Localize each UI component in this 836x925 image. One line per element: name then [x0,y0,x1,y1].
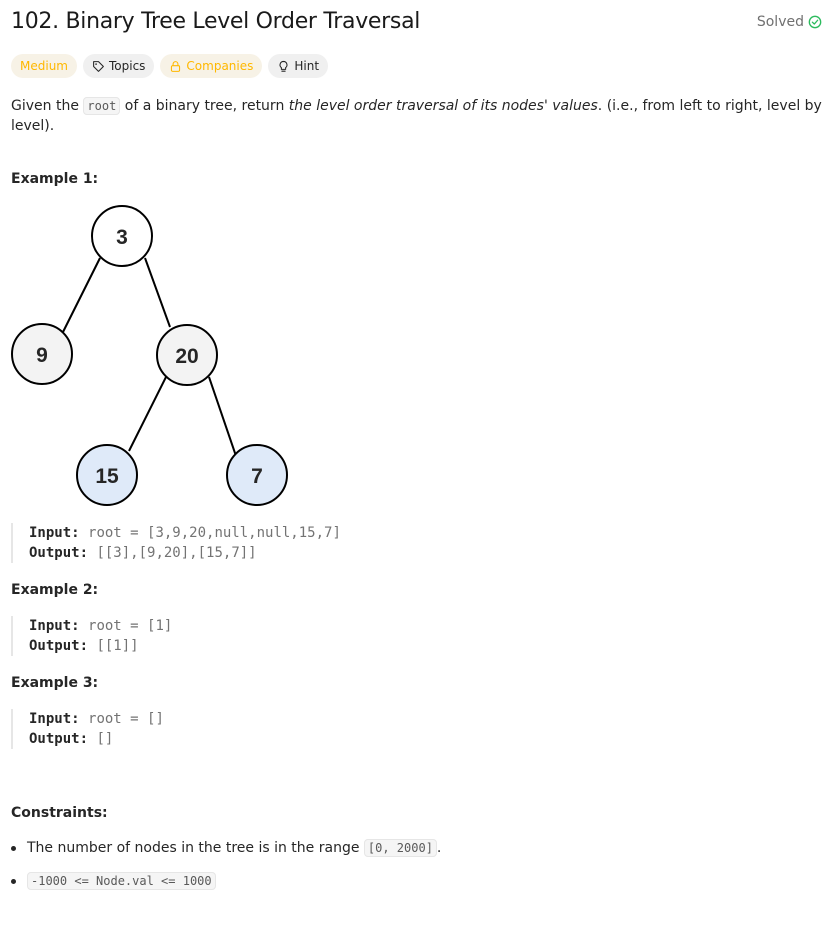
constraints-list [11,838,441,904]
example-3-output [29,729,164,749]
output-value: [[1]] [96,638,139,654]
example-2-heading: Example 2: [11,582,99,598]
input-value: root = [3,9,20,null,null,15,7] [88,525,341,541]
lock-icon [169,60,182,73]
output-label: Output: [29,638,89,654]
constraint-item [11,838,441,858]
input-label: Input: [29,618,80,634]
description-text: of a binary tree, return [120,98,289,114]
tag-bar [11,54,328,78]
problem-description [11,96,826,136]
difficulty-badge [11,54,77,78]
check-circle-icon [808,15,822,29]
constraint-text: . [436,840,442,856]
input-value: root = [1] [88,618,173,634]
example-3-heading: Example 3: [11,675,99,691]
example-1-tree-diagram [0,196,300,516]
topics-button[interactable] [83,54,154,78]
example-1-output [29,543,341,563]
tag-icon [92,60,105,73]
tree-edge [145,258,170,327]
difficulty-label: Medium [20,59,68,73]
inline-code: -1000 <= Node.val <= 1000 [27,872,216,890]
input-label: Input: [29,525,80,541]
output-value: [] [96,731,114,747]
constraints-heading: Constraints: [11,805,108,821]
topics-label: Topics [108,59,146,73]
input-value: root = [] [88,711,164,727]
constraint-item [11,871,441,891]
example-1-block [11,523,341,563]
output-value: [[3],[9,20],[15,7]] [96,545,257,561]
example-3-input [29,709,164,729]
example-1-heading: Example 1: [11,171,99,187]
description-text: . (i.e., from left to right, level by level). [11,98,822,134]
companies-button[interactable] [160,54,262,78]
tree-node-label: 15 [95,465,119,488]
output-label: Output: [29,545,89,561]
example-2-output [29,636,172,656]
solved-status [757,14,822,30]
example-1-input [29,523,341,543]
example-3-block [11,709,164,749]
description-text: Given the [11,98,84,114]
tree-node-label: 20 [175,345,199,368]
tree-edge [209,377,236,456]
constraint-text: The number of nodes in the tree is in the range [27,840,364,856]
tree-node-label: 9 [36,344,48,367]
hint-label: Hint [294,59,320,73]
companies-label: Companies [186,59,254,73]
tree-edge [63,258,100,332]
inline-code: [0, 2000] [364,839,437,857]
description-emphasis: the level order traversal of its nodes' values [288,98,598,114]
inline-code: root [83,97,120,115]
problem-title: 102. Binary Tree Level Order Traversal [11,9,421,34]
tree-node-label: 7 [251,465,263,488]
hint-button[interactable] [268,54,328,78]
tree-node-label: 3 [116,226,128,249]
tree-edge [129,377,166,451]
example-2-block [11,616,172,656]
solved-label: Solved [756,14,804,30]
input-label: Input: [29,711,80,727]
output-label: Output: [29,731,89,747]
lightbulb-icon [277,60,290,73]
example-2-input [29,616,172,636]
